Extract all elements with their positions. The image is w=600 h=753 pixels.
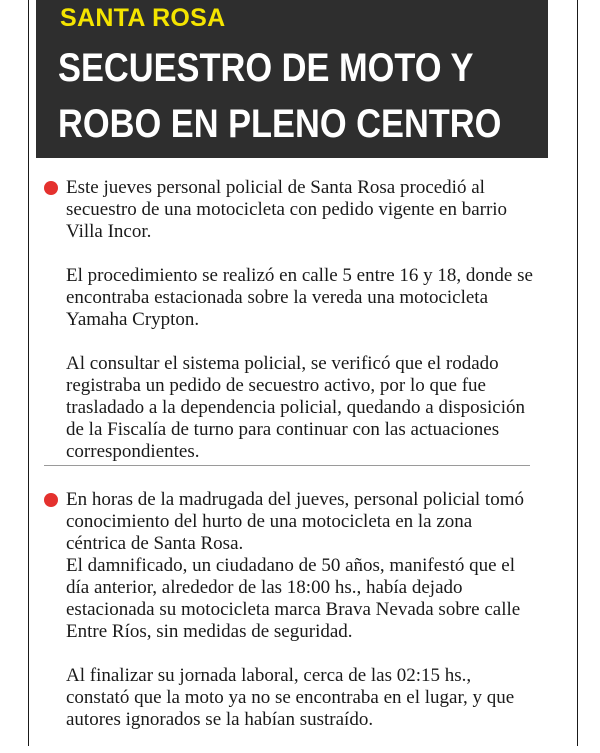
article-robo-centro <box>44 489 534 753</box>
section-label: SANTA ROSA <box>60 4 226 32</box>
red-bullet-icon <box>44 493 58 507</box>
headline-line-2: ROBO EN PLENO CENTRO <box>58 102 502 146</box>
article-divider <box>44 465 530 466</box>
article-paragraph: Al consultar el sistema policial, se verificó que el rodado registraba un pedido de secuestro activo, por lo que fue trasladado a la dependencia policial, quedando a disposición de la Fiscalía de turno para continuar con las actuaciones correspondientes. <box>66 353 526 462</box>
headline <box>58 40 502 152</box>
article-paragraph: Este jueves personal policial de Santa Rosa procedió al secuestro de una motocicleta con pedido vigente en barrio Villa Incor. <box>66 177 508 242</box>
red-bullet-icon <box>44 181 58 195</box>
article-paragraph: El procedimiento se realizó en calle 5 entre 16 y 18, donde se encontraba estacionada sobre la vereda una motocicleta Yamaha Crypton. <box>66 265 533 330</box>
article-paragraph: En horas de la madrugada del jueves, personal policial tomó conocimiento del hurto de una motocicleta en la zona céntrica de Santa Rosa. <box>66 489 524 554</box>
article-paragraph: Al finalizar su jornada laboral, cerca de las 02:15 hs., constató que la moto ya no se encontraba en el lugar, y que autores ignorados se la habían sustraído. <box>66 665 515 730</box>
headline-line-1: SECUESTRO DE MOTO Y <box>58 46 474 90</box>
article-moto-secuestro <box>44 177 534 485</box>
header-banner <box>36 0 548 158</box>
article-paragraph: El damnificado, un ciudadano de 50 años, manifestó que el día anterior, alrededor de las 18:00 hs., había dejado estacionada su motocicleta marca Brava Nevada sobre calle Entre Ríos, sin medidas de seguridad. <box>66 555 521 642</box>
